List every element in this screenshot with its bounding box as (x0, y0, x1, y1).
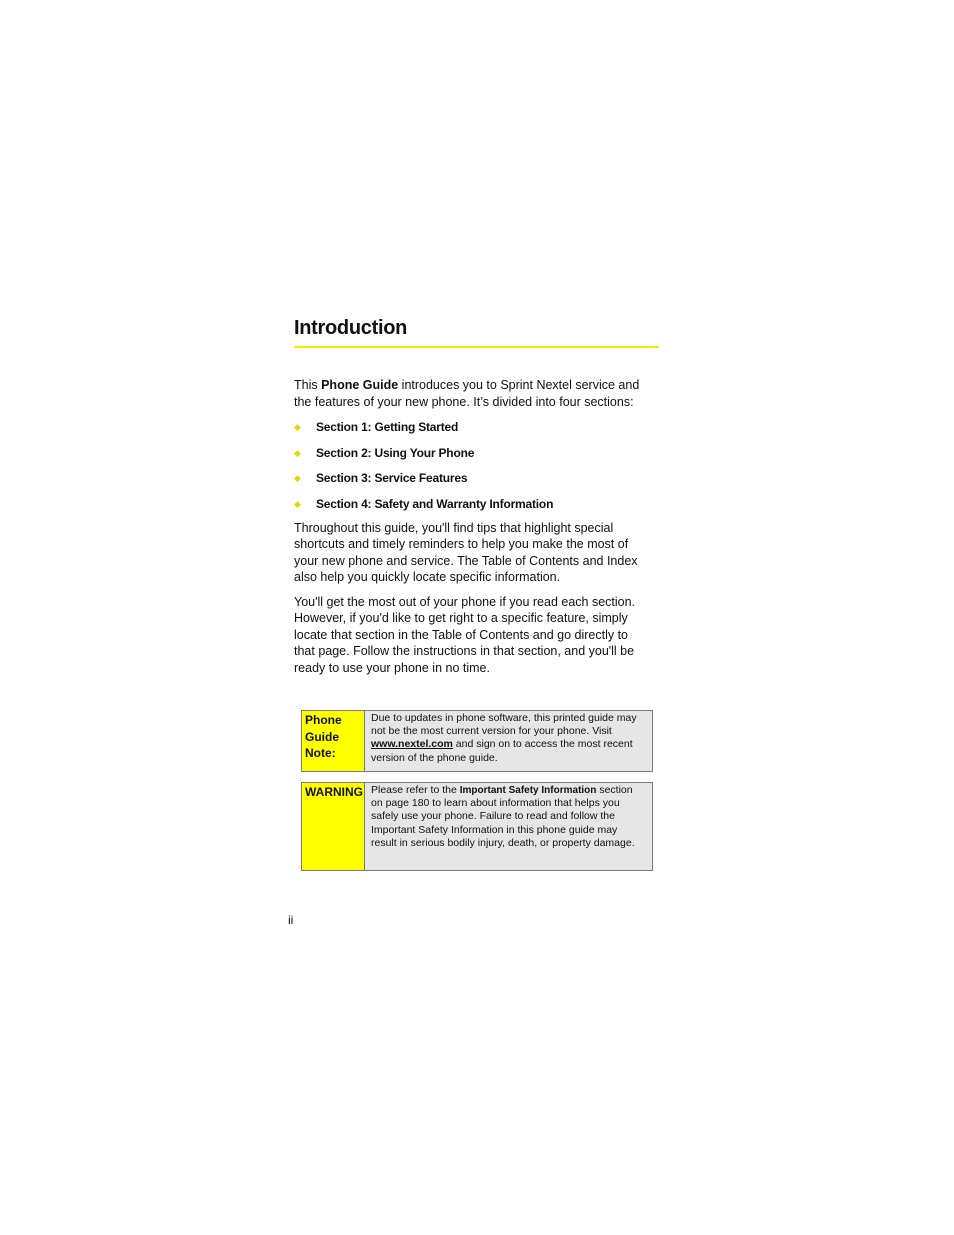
intro-paragraph (294, 377, 644, 410)
warning-bold-safety-info: Important Safety Information (459, 785, 597, 796)
title-underline-rule (294, 346, 659, 348)
note-text-after-link: and sign on to access the most recent version of the phone guide. (371, 738, 633, 764)
note-text (365, 711, 652, 771)
list-item (294, 470, 659, 496)
phone-guide-note-box (301, 710, 653, 772)
warning-box (301, 782, 653, 871)
page-content (294, 312, 659, 676)
warning-text (365, 783, 652, 870)
section-item-label: Section 4: Safety and Warranty Information (316, 497, 554, 512)
note-label-line: Note: (305, 746, 336, 760)
note-text-before-link: Due to updates in phone software, this printed guide may not be the most current version for your phone. Visit (371, 712, 637, 738)
intro-prefix: This (294, 378, 322, 392)
warning-label: WARNING (302, 783, 365, 870)
page-title: Introduction (294, 317, 408, 339)
page-number: ii (288, 913, 294, 927)
list-item (294, 496, 659, 522)
section-list (294, 419, 659, 522)
intro-bold-phone-guide: Phone Guide (321, 378, 399, 392)
intro-suffix: introduces you to Sprint Nextel service and the features of your new phone. It’s divided into four sections: (294, 378, 640, 409)
section-item-label: Section 3: Service Features (316, 471, 468, 486)
list-item (294, 445, 659, 471)
warning-text-after-bold: section on page 180 to learn about information that helps you safely use your phone. Failure to read and follow the Important Safety Information in this phone guide may result in serious bodily injury, death, or property damage. (371, 784, 635, 849)
nextel-website-link[interactable]: www.nextel.com (371, 738, 453, 751)
section-item-label: Section 1: Getting Started (316, 420, 459, 434)
diamond-bullet-icon: ◆ (294, 499, 301, 510)
tips-paragraph: Throughout this guide, you'll find tips that highlight special shortcuts and timely reminders to help you make the most of your new phone and service. The Table of Contents and Index also help you quickly locate specific information. (294, 520, 638, 585)
note-label-line: Phone (305, 713, 342, 727)
note-label-line: Guide (305, 729, 340, 744)
note-label (302, 711, 365, 771)
warning-text-before-bold: Please refer to the (371, 784, 460, 796)
section-item-label: Section 2: Using Your Phone (316, 445, 475, 460)
diamond-bullet-icon: ◆ (294, 447, 301, 458)
usage-paragraph: You'll get the most out of your phone if you read each section. However, if you'd like to get right to a specific feature, simply locate that section in the Table of Contents and go directly to that page. Follow the instructions in that section, and you'll be ready to use your phone in no time. (294, 594, 636, 675)
diamond-bullet-icon: ◆ (294, 473, 301, 484)
list-item (294, 419, 659, 445)
diamond-bullet-icon: ◆ (294, 422, 301, 432)
